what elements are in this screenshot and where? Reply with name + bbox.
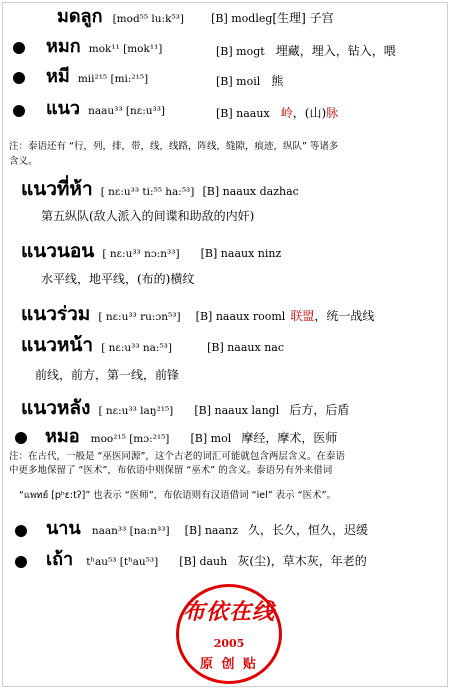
chinese-gloss: 摩经，摩术，医师	[241, 431, 338, 445]
chinese-gloss: 埋藏，埋入，钻入，喂	[275, 44, 396, 58]
chinese-gloss: ，(山)	[292, 106, 327, 120]
thai-word: แนวนอน	[21, 240, 95, 262]
thai-word: แนว	[46, 98, 81, 119]
ipa: tʰau⁵³ [tʰau⁵³]	[86, 556, 159, 568]
entry-mii-gloss	[216, 72, 283, 88]
entry-naan	[46, 520, 368, 538]
chinese-gloss: 熊	[271, 74, 284, 88]
ipa: mii²¹⁵ [mi:²¹⁵]	[77, 73, 149, 85]
buyi-form: [B] naaux ninz	[200, 247, 282, 260]
entry-naau-lang	[21, 399, 349, 418]
note-line: 注：泰语还有 “行，列，排，带，线，线路，阵线，缝隙，痕迹，纵队” 等诸多	[9, 141, 339, 152]
buyi-form: [B] naaux rooml	[195, 310, 286, 323]
entry-mii	[46, 68, 148, 86]
buyi-form: [B] dauh	[179, 555, 228, 568]
chinese-gloss: 久，长久，恒久，迟缓	[248, 523, 369, 537]
entry-naau	[46, 100, 165, 118]
entry-moo	[45, 428, 337, 446]
entry-mok	[46, 38, 162, 56]
thai-word: แนวร่วม	[21, 303, 91, 325]
buyi-form: [B] naanz	[184, 524, 238, 537]
entry-mok-gloss	[216, 42, 396, 58]
thai-word: หมก	[46, 36, 81, 57]
thai-word: หมี	[46, 66, 70, 87]
thai-word: แนวหลัง	[21, 397, 91, 419]
entry-naau-gloss	[216, 104, 338, 120]
note-line: 含义。	[9, 156, 38, 167]
buyi-online-stamp	[176, 584, 282, 684]
ipa: naau³³ [nɛ:u³³]	[88, 105, 166, 117]
ipa: mok¹¹ [mok¹¹]	[88, 43, 163, 55]
buyi-form: [B] mogt	[216, 45, 265, 58]
stamp-subtitle: 原 创 贴	[199, 657, 259, 672]
buyi-form: [B] modleg	[211, 12, 273, 25]
bullet-icon	[13, 105, 25, 117]
entry-thau	[46, 551, 367, 569]
bullet-icon	[13, 42, 25, 54]
buyi-form: [B] naaux dazhac	[202, 185, 299, 198]
entry-naau-ruam	[21, 305, 374, 324]
stamp-title: 布依在线	[182, 599, 275, 625]
thai-word: แนวที่ห้า	[21, 178, 93, 200]
bullet-icon	[13, 72, 25, 84]
thai-word: เถ้า	[46, 549, 74, 570]
buyi-form: [B] naaux nac	[207, 341, 285, 354]
chinese-gloss: 后方，后盾	[289, 403, 350, 417]
ipa: [ nɛ:u³³ nɔ:n³³]	[102, 248, 180, 260]
chinese-gloss: ，统一战线	[314, 309, 375, 323]
entry-modluk	[57, 8, 334, 26]
thai-word: แนวหน้า	[21, 334, 94, 356]
buyi-form: [B] naaux langl	[194, 404, 280, 417]
buyi-form: [B] naaux	[216, 107, 270, 120]
ipa: naan³³ [na:n³³]	[91, 525, 170, 537]
bullet-icon	[15, 525, 27, 537]
ipa: [ nɛ:u³³ ru:ɔn⁵³]	[98, 311, 181, 323]
chinese-gloss: 灰(尘)，草木灰，年老的	[237, 554, 367, 568]
buyi-form: [B] moil	[216, 75, 261, 88]
thai-word: มดลูก	[57, 6, 103, 27]
chinese-gloss: [生理] 子宫	[272, 11, 334, 25]
stamp-year: 2005	[213, 637, 245, 650]
chinese-gloss-highlight: 岭	[280, 106, 293, 120]
note-line: 注：在古代，一般是 “巫医同源”，这个古老的词汇可能就包含两层含义。在泰语	[9, 451, 345, 462]
entry-naau-non	[21, 242, 281, 261]
chinese-gloss-highlight: 联盟	[290, 309, 315, 323]
meaning: 水平线，地平线，(布的)横纹	[41, 272, 195, 286]
thai-word: นาน	[46, 518, 81, 539]
ipa: [ nɛ:u³³ laŋ²¹⁵]	[98, 405, 174, 417]
ipa: [ nɛ:u³³ na:⁵³]	[101, 342, 172, 354]
entry-naau-na	[21, 336, 284, 355]
chinese-gloss-highlight: 脉	[326, 106, 339, 120]
bullet-icon	[15, 432, 27, 444]
thai-word: หมอ	[45, 426, 80, 447]
ipa: [mod⁵⁵ lu:k⁵³]	[112, 13, 184, 25]
note-line: 中更多地保留了 “医术”，布依语中则保留 “巫术” 的含义。泰语另有外来借词	[9, 465, 333, 476]
entry-naau-thiha	[21, 180, 299, 199]
meaning: 第五纵队(敌人派入的间谍和助敌的内奸)	[41, 209, 255, 223]
note-line: “แพทย์ [pʰɛ:tʔ]” 也表示 “医师”，布依语则有汉语借词 “iel” 表示 “医术”。	[19, 490, 337, 501]
ipa: [ nɛ:u³³ ti:⁵⁵ ha:⁵³]	[100, 186, 195, 198]
bullet-icon	[15, 556, 27, 568]
ipa: moo²¹⁵ [mɔ:²¹⁵]	[90, 433, 170, 445]
buyi-form: [B] mol	[190, 432, 232, 445]
meaning: 前线，前方，第一线，前锋	[35, 368, 180, 382]
